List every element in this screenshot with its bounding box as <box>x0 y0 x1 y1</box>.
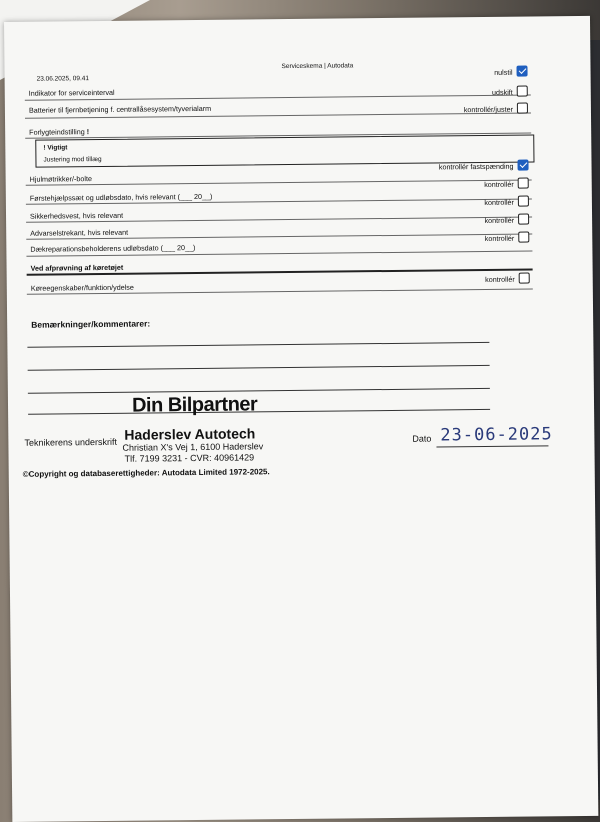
row-option-driving: kontrollér <box>485 274 515 284</box>
stamp-address: Christian X's Vej 1, 6100 Haderslev <box>122 441 264 453</box>
headlight-label-text: Forlygteindstilling <box>29 127 85 137</box>
signature-label: Teknikerens underskrift <box>24 436 118 448</box>
row-option-first-aid: kontrollér <box>484 179 514 189</box>
notice-title <box>43 144 67 151</box>
row-label-driving: Køreegenskaber/funktion/ydelse <box>30 282 134 293</box>
row-label-wheel-nuts: Hjulmøtrikker/-bolte <box>29 174 93 184</box>
notice-warning-icon: ! <box>43 144 46 152</box>
checkbox-tyre-repair[interactable] <box>518 232 529 243</box>
row-option-wheel-nuts: kontrollér fastspænding <box>438 161 514 172</box>
remarks-line[interactable] <box>28 365 490 371</box>
row-label-first-aid: Førstehjælpssæt og udløbsdato, hvis relevant (___ 20__) <box>29 191 213 203</box>
print-datetime: 23.06.2025, 09.41 <box>36 75 90 83</box>
form-title: Serviceskema | Autodata <box>281 62 354 71</box>
row-label-headlight <box>29 127 89 137</box>
row-label-service-indicator: Indikator for serviceinterval <box>28 87 115 98</box>
checkbox-headlight[interactable] <box>517 103 528 114</box>
row-option-tyre-repair: kontrollér <box>484 233 515 243</box>
date-value[interactable]: 23-06-2025 <box>440 424 553 446</box>
row-option-service-indicator: nulstil <box>494 67 513 77</box>
stamp-contact: Tlf. 7199 3231 - CVR: 40961429 <box>124 452 255 464</box>
date-label: Dato <box>412 433 432 444</box>
row-option-headlight: kontrollér/juster <box>463 104 513 115</box>
checkbox-wheel-nuts[interactable] <box>517 160 528 171</box>
checkbox-service-indicator[interactable] <box>516 66 527 77</box>
row-label-warning-triangle: Advarselstrekant, hvis relevant <box>30 227 129 238</box>
remarks-label: Bemærkninger/kommentarer: <box>31 318 151 330</box>
copyright: ©Copyright og databaserettigheder: Autodata Limited 1972-2025. <box>22 467 270 479</box>
checkbox-first-aid[interactable] <box>518 178 529 189</box>
checkbox-safety-vest[interactable] <box>518 196 529 207</box>
remarks-line[interactable] <box>28 388 490 394</box>
row-option-warning-triangle: kontrollér <box>484 215 515 225</box>
row-option-remote-batteries: udskift <box>491 87 513 97</box>
remarks-line[interactable] <box>27 342 489 348</box>
checkbox-remote-batteries[interactable] <box>517 86 528 97</box>
stamp-brand: Din Bilpartner <box>131 393 258 417</box>
row-option-safety-vest: kontrollér <box>484 197 514 207</box>
checkbox-driving[interactable] <box>519 273 530 284</box>
warning-mark-icon: ! <box>86 127 90 137</box>
notice-text: Justering mod tillæg <box>43 155 102 164</box>
stamp-company: Haderslev Autotech <box>124 425 256 443</box>
notice-title-text: Vigtigt <box>47 144 68 152</box>
section-title-test-drive: Ved afprøvning af køretøjet <box>30 262 124 273</box>
date-line <box>436 445 548 447</box>
checkbox-warning-triangle[interactable] <box>518 214 529 225</box>
service-form-sheet <box>4 16 598 822</box>
row-label-remote-batteries: Batterier til fjernbetjening f. centrallåsesystem/tyverialarm <box>28 103 212 115</box>
row-label-tyre-repair: Dækreparationsbeholderens udløbsdato (___ 20__) <box>30 243 196 254</box>
row-label-safety-vest: Sikkerhedsvest, hvis relevant <box>29 210 124 221</box>
remarks-line[interactable] <box>28 409 490 415</box>
